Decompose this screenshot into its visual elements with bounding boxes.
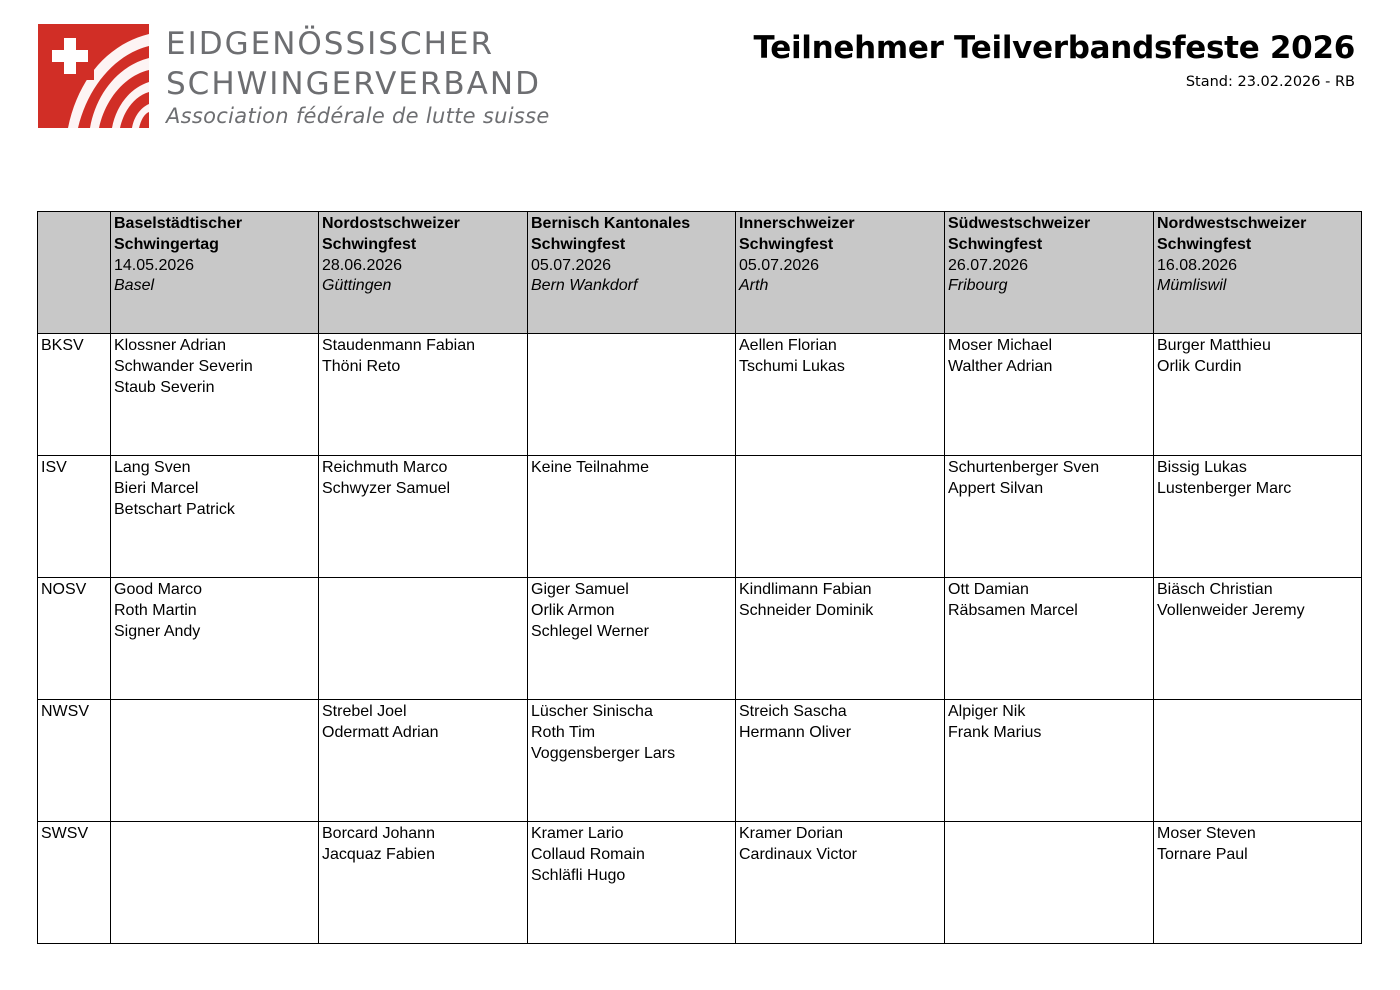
corner-cell <box>38 212 111 334</box>
participant-cell <box>319 700 528 822</box>
festival-place: Bern Wankdorf <box>531 277 638 295</box>
participant-cell <box>528 456 736 578</box>
participant-name: Keine Teilnahme <box>531 459 650 476</box>
participant-name: Schlegel Werner <box>531 622 649 640</box>
participant-name: Aellen Florian <box>739 337 837 354</box>
participant-name: Vollenweider Jeremy <box>1157 601 1305 619</box>
participant-name: Moser Steven <box>1157 825 1256 842</box>
participant-name: Collaud Romain <box>531 845 645 863</box>
festival-header <box>1154 212 1362 334</box>
table-row <box>38 700 1362 822</box>
participant-name: Signer Andy <box>114 622 201 640</box>
participant-name: Alpiger Nik <box>948 703 1026 720</box>
participant-name: Schläfli Hugo <box>531 866 626 884</box>
participant-name: Voggensberger Lars <box>531 744 676 762</box>
org-name-line1 <box>166 26 494 62</box>
participant-cell <box>319 456 528 578</box>
participant-name: Bieri Marcel <box>114 479 199 497</box>
participant-name: Streich Sascha <box>739 703 847 720</box>
participant-cell <box>111 822 319 944</box>
participant-cell <box>736 700 945 822</box>
swiss-cross-logo-icon <box>38 24 149 128</box>
participant-name: Giger Samuel <box>531 581 629 598</box>
festival-place: Mümliswil <box>1157 277 1227 295</box>
festival-header-row <box>38 212 1362 334</box>
festival-name: Nordwestschweizer <box>1157 215 1307 232</box>
festival-header <box>736 212 945 334</box>
participant-cell <box>736 822 945 944</box>
participant-cell <box>945 578 1154 700</box>
org-name-french: Association fédérale de lutte suisse <box>166 104 550 128</box>
participant-name: Schurtenberger Sven <box>948 459 1100 476</box>
association-label: NOSV <box>38 578 111 700</box>
festival-date: 28.06.2026 <box>322 256 403 274</box>
participant-name: Betschart Patrick <box>114 500 235 518</box>
participants-table <box>37 211 1362 944</box>
participant-cell <box>111 700 319 822</box>
participant-cell <box>319 822 528 944</box>
festival-name: Bernisch Kantonales <box>531 215 691 232</box>
participant-name: Schwyzer Samuel <box>322 479 451 497</box>
festival-name: Baselstädtischer <box>114 215 243 232</box>
festival-place: Arth <box>739 277 769 295</box>
participant-cell <box>1154 334 1362 456</box>
participant-name: Kramer Lario <box>531 825 624 842</box>
festival-name: Nordostschweizer <box>322 215 460 232</box>
participant-cell <box>528 700 736 822</box>
participant-cell <box>736 334 945 456</box>
participant-name: Roth Tim <box>531 723 596 741</box>
participant-cell <box>111 456 319 578</box>
participant-name: Ott Damian <box>948 581 1029 598</box>
festival-header <box>319 212 528 334</box>
participant-name: Burger Matthieu <box>1157 337 1271 354</box>
association-label: SWSV <box>38 822 111 944</box>
participant-name: Orlik Armon <box>531 601 615 619</box>
org-name-line2 <box>166 66 541 102</box>
participant-name: Bissig Lukas <box>1157 459 1247 476</box>
festival-header <box>945 212 1154 334</box>
participant-name: Schneider Dominik <box>739 601 874 619</box>
festival-date: 05.07.2026 <box>531 256 612 274</box>
participant-name: Kramer Dorian <box>739 825 844 842</box>
participant-cell <box>945 700 1154 822</box>
festival-place: Basel <box>114 277 155 295</box>
participant-name: Borcard Johann <box>322 825 435 842</box>
festival-name: Schwingfest <box>1157 235 1252 253</box>
participant-name: Strebel Joel <box>322 703 407 720</box>
festival-date: 26.07.2026 <box>948 256 1029 274</box>
participant-name: Tornare Paul <box>1157 845 1248 863</box>
table-row <box>38 334 1362 456</box>
participant-cell <box>528 822 736 944</box>
participant-name: Odermatt Adrian <box>322 723 439 741</box>
participant-name: Good Marco <box>114 581 203 598</box>
participant-name: Roth Martin <box>114 601 197 619</box>
participant-cell <box>1154 822 1362 944</box>
festival-date: 05.07.2026 <box>739 256 820 274</box>
association-label: NWSV <box>38 700 111 822</box>
page-title: Teilnehmer Teilverbandsfeste 2026 <box>753 30 1355 66</box>
participant-name: Klossner Adrian <box>114 337 227 354</box>
participant-cell <box>111 578 319 700</box>
participant-cell <box>319 334 528 456</box>
festival-date: 14.05.2026 <box>114 256 195 274</box>
participant-name: Frank Marius <box>948 723 1042 741</box>
festival-place: Güttingen <box>322 277 392 295</box>
participant-name: Kindlimann Fabian <box>739 581 872 598</box>
festival-date: 16.08.2026 <box>1157 256 1238 274</box>
org-name-line1-text: EIDGENÖSSISCHER <box>166 26 495 62</box>
participant-name: Appert Silvan <box>948 479 1044 497</box>
participant-name: Räbsamen Marcel <box>948 601 1078 619</box>
participant-name: Biäsch Christian <box>1157 581 1273 598</box>
participant-cell <box>945 822 1154 944</box>
participant-name: Staudenmann Fabian <box>322 337 475 354</box>
table-row <box>38 822 1362 944</box>
festival-name: Schwingfest <box>739 235 834 253</box>
festival-header <box>111 212 319 334</box>
festival-name: Schwingfest <box>322 235 417 253</box>
participant-cell <box>1154 700 1362 822</box>
participant-name: Jacquaz Fabien <box>322 845 435 863</box>
festival-header <box>528 212 736 334</box>
festival-place: Fribourg <box>948 277 1008 295</box>
festival-name: Schwingfest <box>531 235 626 253</box>
participant-name: Lang Sven <box>114 459 191 476</box>
participant-name: Reichmuth Marco <box>322 459 448 476</box>
participant-name: Cardinaux Victor <box>739 845 857 863</box>
participant-name: Thöni Reto <box>322 357 401 375</box>
festival-name: Innerschweizer <box>739 215 855 232</box>
participant-name: Tschumi Lukas <box>739 357 845 375</box>
participant-name: Walther Adrian <box>948 357 1053 375</box>
festival-name: Schwingfest <box>948 235 1043 253</box>
status-line: Stand: 23.02.2026 - RB <box>1185 74 1355 90</box>
org-name-line2-text: SCHWINGERVERBAND <box>166 66 541 102</box>
participant-name: Lüscher Sinischa <box>531 703 653 720</box>
festival-name: Schwingertag <box>114 235 219 253</box>
participant-cell <box>945 456 1154 578</box>
participant-cell <box>319 578 528 700</box>
participant-name: Schwander Severin <box>114 357 253 375</box>
participant-name: Staub Severin <box>114 378 215 396</box>
festival-name: Südwestschweizer <box>948 215 1091 232</box>
participant-name: Lustenberger Marc <box>1157 479 1292 497</box>
participant-cell <box>736 456 945 578</box>
participant-cell <box>1154 456 1362 578</box>
participant-cell <box>1154 578 1362 700</box>
participants-table-body <box>38 334 1362 944</box>
participant-name: Hermann Oliver <box>739 723 852 741</box>
table-row <box>38 456 1362 578</box>
table-row <box>38 578 1362 700</box>
participant-cell <box>528 578 736 700</box>
participant-cell <box>945 334 1154 456</box>
association-label: BKSV <box>38 334 111 456</box>
participant-name: Orlik Curdin <box>1157 357 1242 375</box>
association-label: ISV <box>38 456 111 578</box>
participant-cell <box>111 334 319 456</box>
participant-name: Moser Michael <box>948 337 1053 354</box>
participant-cell <box>528 334 736 456</box>
participant-cell <box>736 578 945 700</box>
